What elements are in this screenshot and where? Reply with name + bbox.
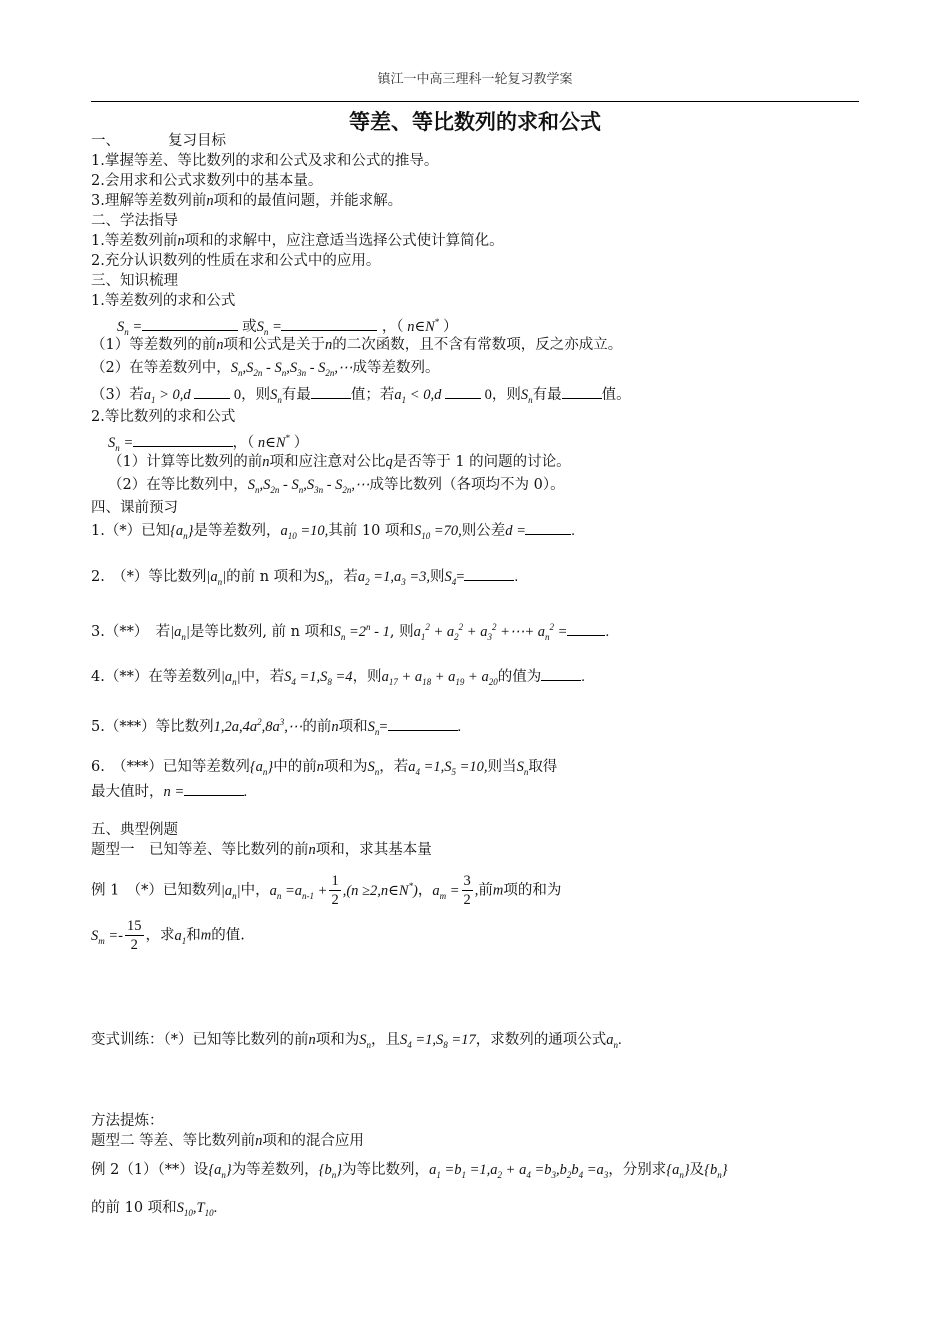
example-2: 例 2（1）（**）设$\{a_n\}$为等差数列，$\{b_n\}$为等比数列，$a_1 =b_1 =1,a_2 + a_4 =b_3,b_2b_4 =a_3$，分别求$\{a_n\}$及$\{b_n\}$ — [91, 1162, 728, 1180]
geo-prop-2: （2）在等比数列中，$S_n,S_{2n} - S_n,S_{3n}$ - $S_{2n},\cdots$成等比数列（各项均不为 0）。 — [108, 477, 565, 495]
section-1-heading: 一、 复习目标 — [91, 133, 226, 149]
section-5-heading: 五、典型例题 — [91, 822, 178, 838]
section-4-heading: 四、课前预习 — [91, 500, 178, 516]
arith-sum-formula: $S_n$ = 或$S_n$ = ，（ n∈N* ） — [117, 317, 458, 337]
exercise-2: 2. （*）等比数列$|a_n|$的前 n 项和为$S_n$，若$a_2 =1,a_3 =3$,则$S_4=$ . — [91, 566, 518, 592]
exercise-5: 5.（***）等比数列$1,2a,4a^2,8a^3,\cdots$的前n项和$S_n=$ . — [91, 717, 462, 737]
arith-prop-1: （1）等差数列的前n项和公式是关于n的二次函数，且不含有常数项，反之亦成立。 — [91, 337, 623, 353]
geo-sum-heading: 2.等比数列的求和公式 — [91, 409, 236, 425]
example-1: 例 1 （*）已知数列$|a_n|$中，$a_n =a_{n-1}$ + $\frac{1}{2}$ ,(n ≥2,n∈N*)，$a_m$ = $\frac{3}{2}$ ,前m项的和为 — [91, 873, 562, 908]
exercise-4: 4.（**）在等差数列$|a_n|$中，若$S_4 =1,S_8 =4$，则$a_{17} + a_{18} + a_{19} + a_{20}$的值为 . — [91, 666, 585, 692]
method-summary: 方法提炼： — [91, 1113, 164, 1129]
geo-sum-formula: $S_n$ = ，（ n∈N* ） — [108, 433, 309, 453]
page-title: 等差、等比数列的求和公式 — [349, 109, 601, 134]
arith-prop-2: （2）在等差数列中，$S_n,S_{2n} - S_n,S_{3n}$ - $S_{2n},\cdots$成等差数列。 — [91, 360, 440, 378]
exercise-1: 1.（*）已知$\{a_n\}$是等差数列，$a_{10} =10$,其前 10 项和$S_{10} =70$,则公差d = . — [91, 520, 575, 546]
arith-sum-heading: 1.等差数列的求和公式 — [91, 293, 236, 309]
type-1-heading: 题型一 已知等差、等比数列的前n项和，求其基本量 — [91, 842, 432, 858]
exercise-6-cont: 最大值时，n = . — [91, 781, 247, 802]
method-2: 2.充分认识数列的性质在求和公式中的应用。 — [91, 253, 381, 269]
method-1: 1.等差数列前n项和的求解中，应注意适当选择公式使计算简化。 — [91, 233, 504, 249]
header-rule — [91, 101, 859, 102]
running-header: 镇江一中高三理科一轮复习教学案 — [377, 72, 573, 87]
section-3-heading: 三、知识梳理 — [91, 273, 178, 289]
example-1-cont: $S_m$ =- $\frac{15}{2}$ ，求$a_1$和m的值. — [91, 918, 245, 953]
goal-3: 3.理解等差数列前n项和的最值问题，并能求解。 — [91, 193, 403, 209]
example-2-cont: 的前 10 项和$S_{10},T_{10}$. — [91, 1200, 218, 1218]
type-2-heading: 题型二 等差、等比数列前n项和的混合应用 — [91, 1133, 364, 1149]
exercise-3: 3.（**） 若$|a_n|$是等比数列, 前 n 项和$S_n =2^n - 1$, 则$a_1^2 + a_2^2 + a_3^2$ +⋯+ $a_n^2$ = . — [91, 622, 610, 642]
arith-prop-3: （3）若$a_1 > 0,d$ 0，则$S_n$有最 值；若$a_1 < 0,d$ 0，则$S_n$有最 值。 — [91, 384, 631, 410]
goal-1: 1.掌握等差、等比数列的求和公式及求和公式的推导。 — [91, 153, 439, 169]
exercise-6: 6. （***）已知等差数列$\{a_n\}$中的前n项和为$S_n$，若$a_4 =1,S_5 =10$,则当$S_n$取得 — [91, 759, 558, 777]
goal-2: 2.会用求和公式求数列中的基本量。 — [91, 173, 323, 189]
variant-training: 变式训练：（*）已知等比数列的前n项和为$S_n$，且$S_4 =1,S_8 =17$，求数列的通项公式$a_n$. — [91, 1032, 622, 1050]
section-2-heading: 二、学法指导 — [91, 213, 178, 229]
geo-prop-1: （1）计算等比数列的前n项和应注意对公比q是否等于 1 的问题的讨论。 — [108, 454, 571, 470]
